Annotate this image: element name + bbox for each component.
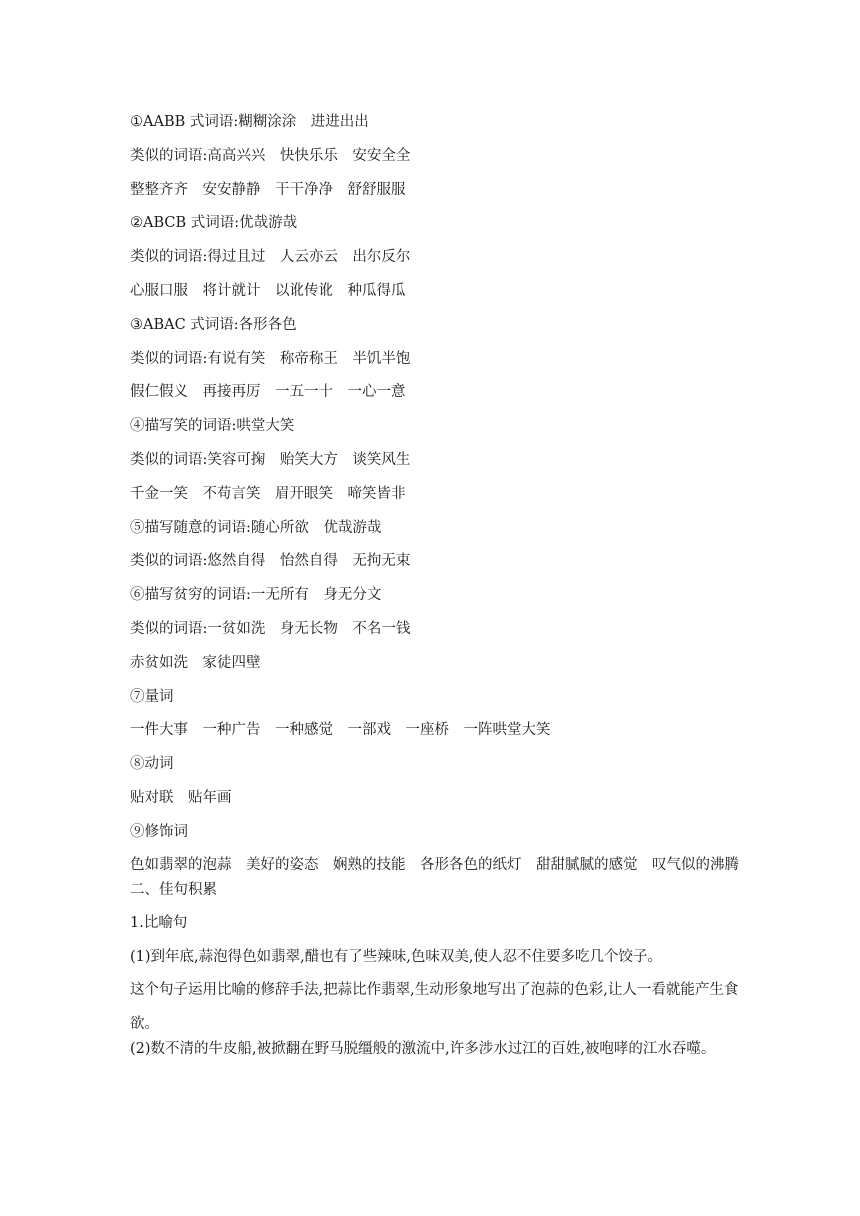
text-line: 赤贫如洗 家徒四壁 <box>130 654 261 671</box>
section-heading: 1.比喻句 <box>130 915 188 932</box>
document-body <box>130 110 740 1071</box>
text-line: (2)数不清的牛皮船,被掀翻在野马脱缰般的激流中,许多涉水过江的百姓,被咆哮的江水吞噬。 <box>130 1040 716 1057</box>
text-line: 整整齐齐 安安静静 干干净净 舒舒服服 <box>130 181 406 198</box>
text-line: 类似的词语:高高兴兴 快快乐乐 安安全全 <box>130 147 411 164</box>
text-line: 假仁假义 再接再厉 一五一十 一心一意 <box>130 384 406 401</box>
text-line: 类似的词语:笑容可掬 贻笑大方 谈笑风生 <box>130 451 411 468</box>
text-line: ⑥描写贫穷的词语:一无所有 身无分文 <box>130 587 382 604</box>
text-line: 一件大事 一种广告 一种感觉 一部戏 一座桥 一阵哄堂大笑 <box>130 722 551 739</box>
text-paragraph: 色如翡翠的泡蒜 美好的姿态 娴熟的技能 各形各色的纸灯 甜甜腻腻的感觉 叹气似的沸腾 <box>130 856 739 873</box>
text-line: 千金一笑 不苟言笑 眉开眼笑 啼笑皆非 <box>130 485 406 502</box>
text-line: 类似的词语:一贫如洗 身无长物 不名一钱 <box>130 620 411 637</box>
section-heading: ⑨修饰词 <box>130 823 188 840</box>
text-line: ⑤描写随意的词语:随心所欲 优哉游哉 <box>130 519 382 536</box>
text-line: 心服口服 将计就计 以讹传讹 种瓜得瓜 <box>130 282 406 299</box>
section-heading: ⑧动词 <box>130 756 174 773</box>
text-line: 类似的词语:有说有笑 称帝称王 半饥半饱 <box>130 350 411 367</box>
text-line: 类似的词语:悠然自得 怡然自得 无拘无束 <box>130 553 411 570</box>
text-line: 贴对联 贴年画 <box>130 789 232 806</box>
section-heading: 二、佳句积累 <box>130 881 217 898</box>
section-heading: ⑦量词 <box>130 688 174 705</box>
text-line: ②ABCB 式词语:优哉游哉 <box>130 215 298 232</box>
text-paragraph: 这个句子运用比喻的修辞手法,把蒜比作翡翠,生动形象地写出了泡蒜的色彩,让人一看就能产生食欲。 <box>130 982 739 1032</box>
text-line: (1)到年底,蒜泡得色如翡翠,醋也有了些辣味,色味双美,使人忍不住要多吃几个饺子。 <box>130 949 662 966</box>
text-line: 类似的词语:得过且过 人云亦云 出尔反尔 <box>130 249 411 266</box>
text-line: ④描写笑的词语:哄堂大笑 <box>130 418 295 435</box>
text-line: ③ABAC 式词语:各形各色 <box>130 316 297 333</box>
text-line: ①AABB 式词语:糊糊涂涂 进进出出 <box>130 114 369 130</box>
